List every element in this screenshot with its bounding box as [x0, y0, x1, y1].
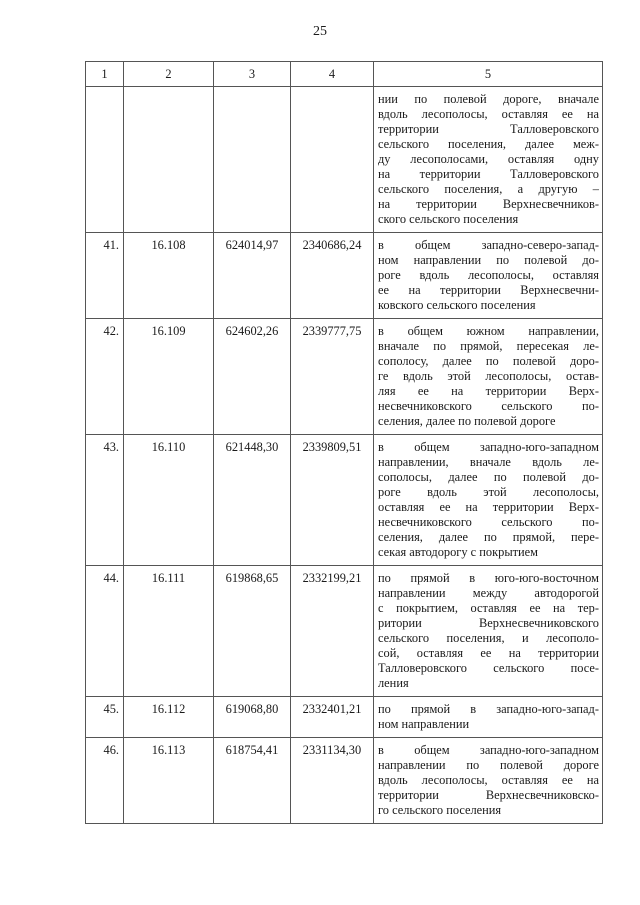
description-line: ского сельского поселения: [378, 212, 519, 226]
boundary-description: [374, 697, 603, 738]
table-row: [86, 319, 603, 435]
header-col-4: 4: [291, 62, 374, 87]
table-row: [86, 738, 603, 824]
point-id: 16.109: [124, 319, 214, 435]
description-line: в общем южном направлении,: [378, 324, 599, 338]
boundary-description: [374, 435, 603, 566]
table-row: [86, 87, 603, 233]
table-header-row: [86, 62, 603, 87]
description-line: ном направлении по полевой до-: [378, 253, 599, 267]
page-number: 25: [313, 24, 327, 39]
description-line: территории Талловеровского: [378, 122, 599, 136]
description-line: вдоль лесополосы, оставляя ее на: [378, 107, 599, 121]
description-line: по прямой в юго-юго-восточном: [378, 571, 599, 585]
coord-y: 2340686,24: [291, 233, 374, 319]
description-line: нии по полевой дороге, вначале: [378, 92, 599, 106]
coord-x: 621448,30: [214, 435, 291, 566]
coord-x: 624014,97: [214, 233, 291, 319]
coord-y: 2339777,75: [291, 319, 374, 435]
coord-y: 2331134,30: [291, 738, 374, 824]
description-line: несвечниковского сельского по-: [378, 399, 599, 413]
description-line: сой, оставляя ее на территории: [378, 646, 599, 660]
row-number: 42.: [86, 319, 124, 435]
point-id: 16.111: [124, 566, 214, 697]
boundary-description: [374, 566, 603, 697]
boundary-description: [374, 233, 603, 319]
description-line: секая автодорогу с покрытием: [378, 545, 539, 559]
description-line: с покрытием, оставляя ее на тер-: [378, 601, 599, 615]
description-line: сополосу, далее по полевой доро-: [378, 354, 599, 368]
description-line: в общем западно-юго-западном: [378, 440, 599, 454]
header-col-5: 5: [374, 62, 603, 87]
boundary-description: [374, 738, 603, 824]
boundary-table: [85, 61, 603, 824]
row-number: 44.: [86, 566, 124, 697]
description-line: ду лесополосами, оставляя одну: [378, 152, 599, 166]
description-line: территории Верхнесвечниковско-: [378, 788, 599, 802]
header-col-3: 3: [214, 62, 291, 87]
boundary-description: [374, 319, 603, 435]
description-line: сельского поселения, и лесополо-: [378, 631, 599, 645]
description-line: направлении между автодорогой: [378, 586, 599, 600]
description-line: сополосы, далее по полевой до-: [378, 470, 599, 484]
description-line: ритории Верхнесвечниковского: [378, 616, 599, 630]
table-body: [86, 87, 603, 824]
table-row: [86, 697, 603, 738]
point-id: 16.108: [124, 233, 214, 319]
coord-y: 2332199,21: [291, 566, 374, 697]
description-line: в общем западно-юго-западном: [378, 743, 599, 757]
row-number: 41.: [86, 233, 124, 319]
description-line: ге вдоль этой лесополосы, остав-: [378, 369, 599, 383]
description-line: селения, далее по прямой, пере-: [378, 530, 599, 544]
coord-x: 619868,65: [214, 566, 291, 697]
coord-x: 619068,80: [214, 697, 291, 738]
header-col-1: 1: [86, 62, 124, 87]
table-row: [86, 435, 603, 566]
row-number: 46.: [86, 738, 124, 824]
description-line: ковского сельского поселения: [378, 298, 536, 312]
description-line: роге вдоль лесополосы, оставляя: [378, 268, 599, 282]
description-line: направлении, вначале вдоль ле-: [378, 455, 599, 469]
description-line: в общем западно-северо-запад-: [378, 238, 599, 252]
header-col-2: 2: [124, 62, 214, 87]
point-id: 16.110: [124, 435, 214, 566]
table-row: [86, 233, 603, 319]
coord-y: 2339809,51: [291, 435, 374, 566]
coord-x: [214, 87, 291, 233]
point-id: 16.112: [124, 697, 214, 738]
coord-y: 2332401,21: [291, 697, 374, 738]
description-line: на территории Талловеровского: [378, 167, 599, 181]
description-line: ляя ее на территории Верх-: [378, 384, 599, 398]
row-number: [86, 87, 124, 233]
row-number: 43.: [86, 435, 124, 566]
description-line: несвечниковского сельского по-: [378, 515, 599, 529]
boundary-description: [374, 87, 603, 233]
description-line: направлении по полевой дороге: [378, 758, 599, 772]
row-number: 45.: [86, 697, 124, 738]
description-line: на территории Верхнесвечников-: [378, 197, 599, 211]
description-line: роге вдоль этой лесополосы,: [378, 485, 599, 499]
point-id: 16.113: [124, 738, 214, 824]
description-line: сельского поселения, а другую –: [378, 182, 599, 196]
description-line: оставляя ее на территории Верх-: [378, 500, 599, 514]
table-row: [86, 566, 603, 697]
description-line: вначале по прямой, пересекая ле-: [378, 339, 599, 353]
description-line: селения, далее по полевой дороге: [378, 414, 556, 428]
point-id: [124, 87, 214, 233]
description-line: сельского поселения, далее меж-: [378, 137, 599, 151]
description-line: по прямой в западно-юго-запад-: [378, 702, 599, 716]
description-line: ления: [378, 676, 409, 690]
description-line: вдоль лесополосы, оставляя ее на: [378, 773, 599, 787]
coord-y: [291, 87, 374, 233]
description-line: Талловеровского сельского посе-: [378, 661, 599, 675]
description-line: ее на территории Верхнесвечни-: [378, 283, 599, 297]
coord-x: 618754,41: [214, 738, 291, 824]
description-line: ном направлении: [378, 717, 470, 731]
coord-x: 624602,26: [214, 319, 291, 435]
description-line: го сельского поселения: [378, 803, 502, 817]
